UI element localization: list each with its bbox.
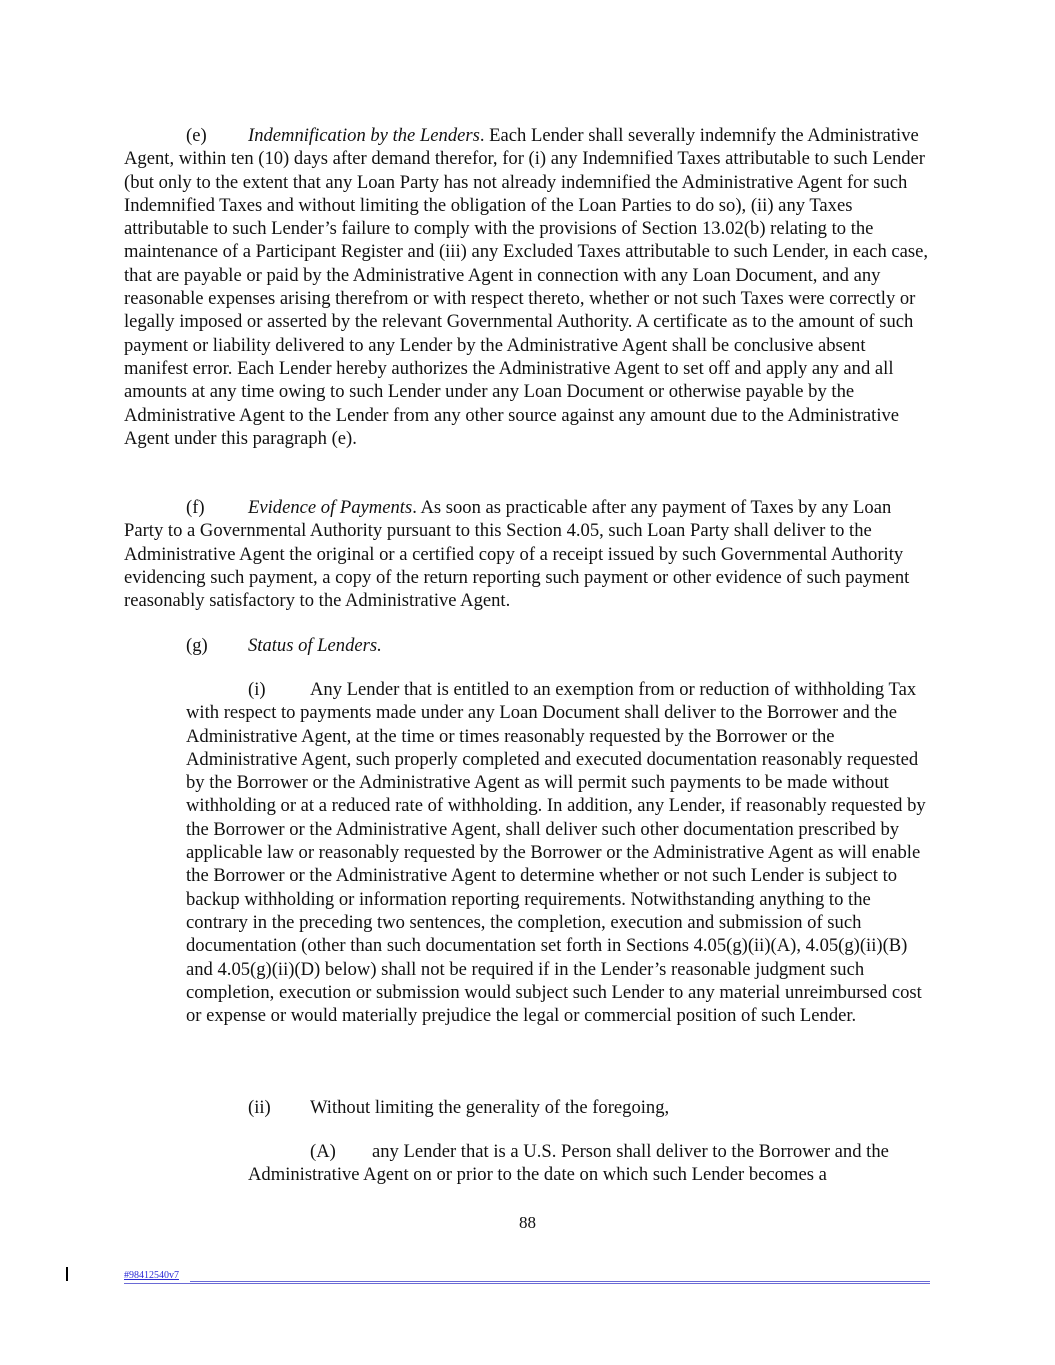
section-e-paragraph (124, 124, 929, 450)
section-g-ii-body: Without limiting the generality of the foregoing, (310, 1097, 670, 1118)
revision-bar (66, 1267, 68, 1281)
section-g-ii-marker: (ii) (248, 1097, 271, 1118)
section-e-title: Indemnification by the Lenders (248, 125, 480, 146)
section-g-title: Status of Lenders (248, 635, 378, 656)
section-g-marker: (g) (186, 635, 208, 656)
section-g-ii-paragraph (186, 1096, 931, 1119)
section-g-ii-A-paragraph (248, 1140, 931, 1187)
section-g-i-body: Any Lender that is entitled to an exemption from or reduction of withholding Tax with respect to payments made under any Loan Document shall deliver to the Borrower and the Administrative Agent, at the time or times reasonably requested by the Borrower or the Administrative Agent, such properly completed and executed documentation reasonably requested by the Borrower or the Administrative Agent as will permit such payments to be made without withholding or at a reduced rate of withholding. In addition, any Lender, if reasonably requested by the Borrower or the Administrative Agent, shall deliver such other documentation prescribed by applicable law or reasonably requested by the Borrower or the Administrative Agent as will enable the Borrower or the Administrative Agent to determine whether or not such Lender is subject to backup withholding or information reporting requirements. Notwithstanding anything to the contrary in the preceding two sentences, the completion, execution and submission of such documentation (other than such documentation set forth in Sections 4.05(g)(ii)(A), 4.05(g)(ii)(B) and 4.05(g)(ii)(D) below) shall not be required if in the Lender’s reasonable judgment such completion, execution or submission would subject such Lender to any material unreimbursed cost or expense or would materially prejudice the legal or commercial position of such Lender. (186, 679, 926, 1027)
section-g-ii-A (248, 1140, 931, 1187)
section-e-marker: (e) (186, 125, 207, 146)
section-e (124, 124, 929, 450)
section-f-title: Evidence of Payments (248, 497, 413, 518)
section-g-i (186, 678, 931, 1027)
footer-rule-lower (124, 1283, 930, 1284)
section-g-i-marker: (i) (248, 679, 266, 700)
section-g (124, 634, 929, 657)
section-g-heading (124, 634, 929, 657)
section-f (124, 496, 929, 612)
section-g-ii-A-marker: (A) (310, 1141, 336, 1162)
section-g-i-paragraph (186, 678, 931, 1027)
section-g-title-suffix: . (377, 635, 382, 656)
section-f-body: . As soon as practicable after any payment of Taxes by any Loan Party to a Governmental Authority pursuant to this Section 4.05, such Loan Party shall deliver to the Administrative Agent the original or a certified copy of a receipt issued by such Governmental Authority evidencing such payment, a copy of the return reporting such payment or other evidence of such payment reasonably satisfactory to the Administrative Agent. (124, 497, 910, 612)
page-number: 88 (519, 1213, 536, 1232)
section-f-paragraph (124, 496, 929, 612)
section-g-ii (186, 1096, 931, 1119)
section-e-body: . Each Lender shall severally indemnify the Administrative Agent, within ten (10) days after demand therefor, for (i) any Indemnified Taxes attributable to such Lender (but only to the extent that any Loan Party has not already indemnified the Administrative Agent for such Indemnified Taxes and without limiting the obligation of the Loan Parties to do so), (ii) any Taxes attributable to such Lender’s failure to comply with the provisions of Section 13.02(b) relating to the maintenance of a Participant Register and (iii) any Excluded Taxes attributable to such Lender, in each case, that are payable or paid by the Administrative Agent in connection with any Loan Document, and any reasonable expenses arising therefrom or with respect thereto, whether or not such Taxes were correctly or legally imposed or asserted by the relevant Governmental Authority. A certificate as to the amount of such payment or liability delivered to any Lender by the Administrative Agent shall be conclusive absent manifest error. Each Lender hereby authorizes the Administrative Agent to set off and apply any and all amounts at any time owing to such Lender under any Loan Document or otherwise payable by the Administrative Agent to the Lender from any other source against any amount due to the Administrative Agent under this paragraph (e). (124, 125, 929, 449)
section-f-marker: (f) (186, 497, 205, 518)
footer-rule (190, 1281, 930, 1282)
document-id: #98412540v7 (124, 1270, 179, 1281)
section-g-ii-A-body: any Lender that is a U.S. Person shall deliver to the Borrower and the Administrative Agent on or prior to the date on which such Lender becomes a (248, 1141, 889, 1186)
